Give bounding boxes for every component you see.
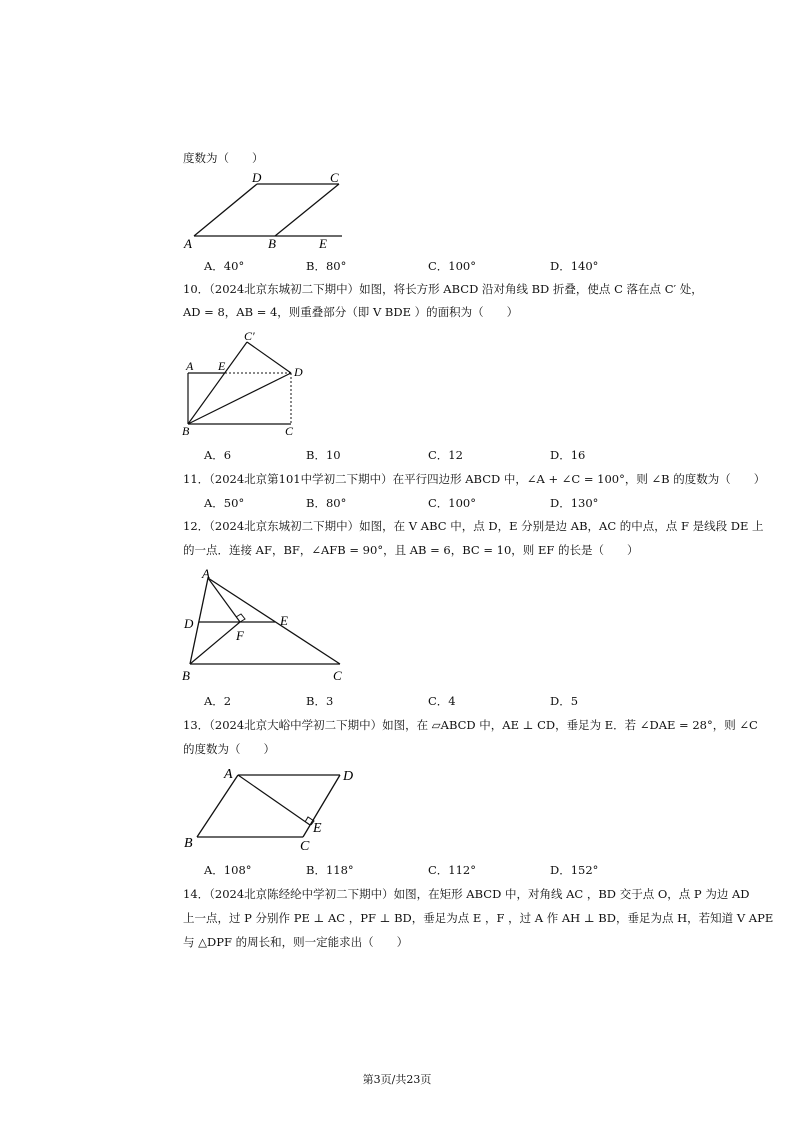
- q9-label-b: B: [268, 236, 276, 251]
- q10-label-c-prime: C′: [244, 329, 255, 343]
- q12-label-e: E: [280, 613, 288, 628]
- q9-label-c: C: [330, 170, 339, 185]
- q12-label-d: D: [184, 616, 194, 631]
- q10-label-b: B: [182, 424, 190, 438]
- q9-option-a[interactable]: A．40°: [204, 259, 245, 273]
- q9-label-d: D: [252, 170, 262, 185]
- page-number: 第3页/共23页: [362, 1073, 432, 1086]
- q10-option-d[interactable]: D．16: [550, 448, 586, 462]
- q13-label-c: C: [300, 839, 310, 854]
- q10-option-a[interactable]: A．6: [204, 448, 232, 462]
- q12-label-b: B: [182, 668, 190, 683]
- q11-stem-line1: 11．（2024北京第101中学初二下期中）在平行四边形 ABCD 中，∠A + ∠C = 100°，则 ∠B 的度数为（ ）: [183, 472, 766, 486]
- q9-label-a: A: [184, 236, 192, 251]
- q12-option-c[interactable]: C．4: [428, 694, 456, 708]
- q10-options: [0, 447, 794, 463]
- q10-stem-line1: 10．（2024北京东城初二下期中）如图，将长方形 ABCD 沿对角线 BD 折叠，使点 C 落在点 C′ 处，: [183, 282, 703, 296]
- q9-option-c[interactable]: C．100°: [428, 259, 476, 273]
- q10-label-c: C: [285, 424, 294, 438]
- q13-label-b: B: [184, 836, 193, 851]
- q13-option-c[interactable]: C．112°: [428, 863, 476, 877]
- q12-stem-line1: 12．（2024北京东城初二下期中）如图，在 V ABC 中，点 D，E 分别是边 AB，AC 的中点，点 F 是线段 DE 上: [183, 519, 764, 533]
- q13-option-b[interactable]: B．118°: [306, 863, 354, 877]
- q12-label-f: F: [236, 628, 244, 643]
- q13-stem-line1: 13．（2024北京大峪中学初二下期中）如图，在 ▱ABCD 中，AE ⊥ CD，垂足为 E．若 ∠DAE = 28°，则 ∠C: [183, 718, 758, 732]
- q9-label-e: E: [319, 236, 327, 251]
- q13-label-e: E: [313, 821, 322, 836]
- q12-label-a: A: [202, 566, 210, 581]
- q13-option-a[interactable]: A．108°: [204, 863, 252, 877]
- q11-option-d[interactable]: D．130°: [550, 496, 599, 510]
- q10-option-c[interactable]: C．12: [428, 448, 463, 462]
- q10-folded-rectangle-figure: [180, 328, 310, 438]
- q12-stem-line2: 的一点．连接 AF，BF，∠AFB = 90°，且 AB = 6，BC = 10，则 EF 的长是（ ）: [183, 543, 639, 557]
- q12-option-d[interactable]: D．5: [550, 694, 579, 708]
- q10-stem-line2: AD = 8，AB = 4，则重叠部分（即 V BDE ）的面积为（ ）: [183, 305, 519, 319]
- q9-stem-tail: 度数为（ ）: [183, 151, 264, 165]
- q12-triangle-figure: [180, 566, 350, 686]
- q12-label-c: C: [333, 668, 342, 683]
- q13-options: [0, 862, 794, 878]
- q9-parallelogram-figure: [178, 170, 358, 252]
- q10-label-a: A: [186, 359, 194, 373]
- q13-option-d[interactable]: D．152°: [550, 863, 599, 877]
- q14-stem-line1: 14．（2024北京陈经纶中学初二下期中）如图，在矩形 ABCD 中，对角线 AC ，BD 交于点 O，点 P 为边 AD: [183, 887, 750, 901]
- q11-option-c[interactable]: C．100°: [428, 496, 476, 510]
- q12-option-a[interactable]: A．2: [204, 694, 232, 708]
- q10-option-b[interactable]: B．10: [306, 448, 341, 462]
- q13-label-d: D: [343, 769, 354, 784]
- q14-stem-line2: 上一点，过 P 分别作 PE ⊥ AC ，PF ⊥ BD，垂足为点 E ，F ，过 A 作 AH ⊥ BD，垂足为点 H，若知道 V APE: [183, 911, 774, 925]
- q11-option-b[interactable]: B．80°: [306, 496, 347, 510]
- q14-stem-line3: 与 △DPF 的周长和，则一定能求出（ ）: [183, 935, 409, 949]
- q12-option-b[interactable]: B．3: [306, 694, 334, 708]
- q11-options: [0, 495, 794, 511]
- q10-label-d: D: [294, 365, 303, 379]
- q9-options: [0, 258, 794, 274]
- q13-label-a: A: [224, 767, 233, 782]
- q13-parallelogram-figure: [180, 764, 370, 854]
- q12-options: [0, 693, 794, 709]
- q9-option-b[interactable]: B．80°: [306, 259, 347, 273]
- q10-label-e: E: [218, 359, 226, 373]
- q9-option-d[interactable]: D．140°: [550, 259, 599, 273]
- q13-stem-line2: 的度数为（ ）: [183, 742, 275, 756]
- q11-option-a[interactable]: A．50°: [204, 496, 245, 510]
